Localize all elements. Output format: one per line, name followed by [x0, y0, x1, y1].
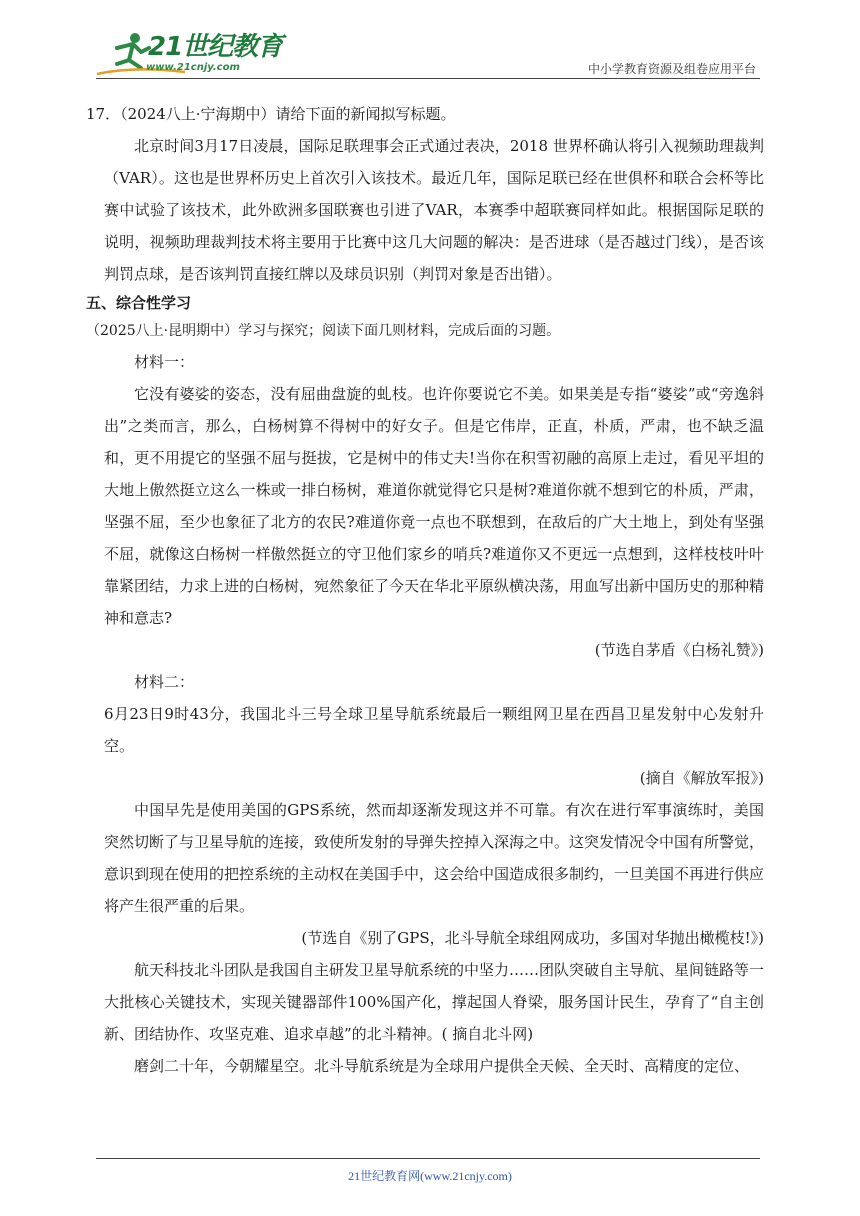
section-title: 五、综合性学习: [86, 294, 192, 312]
material-2-paragraph-2: 中国早先是使用美国的GPS系统，然而却逐渐发现这并不可靠。有次在进行军事演练时，美国突然切断了与卫星导航的连接，致使所发射的导弹失控掉入深海之中。这突发情况令中国有所警觉，意识到现在使用的把控系统的主动权在美国手中，这会给中国造成很多制约，一旦美国不再进行供应将产生很严重的后果。: [104, 801, 765, 915]
footer-divider: [96, 1158, 760, 1159]
material-2-paragraph-3: 航天科技北斗团队是我国自主研发卫星导航系统的中坚力……团队突破自主导航、星间链路等一大批核心关键技术，实现关键器部件100%国产化，撑起国人脊梁，服务国计民生，孕育了“自主创新、团结协作、攻坚克难、追求卓越”的北斗精神。( 摘自北斗网): [104, 961, 765, 1043]
section-intro: （2025八上·昆明期中）学习与探究；阅读下面几则材料，完成后面的习题。: [86, 323, 561, 339]
document-body: [86, 98, 765, 1082]
question-17-news: 北京时间3月17日凌晨，国际足联理事会正式通过表决，2018 世界杯确认将引入视频助理裁判（VAR）。这也是世界杯历史上首次引入该技术。最近几年，国际足联已经在世俱杯和联合会杯等比赛中试验了该技术，此外欧洲多国联赛也引进了VAR，本赛季中超联赛同样如此。根据国际足联的说明，视频助理裁判技术将主要用于比赛中这几大问题的解决：是否进球（是否越过门线），是否该判罚点球，是否该判罚直接红牌以及球员识别（判罚对象是否出错）。: [104, 137, 764, 283]
platform-name: 中小学教育资源及组卷应用平台: [587, 62, 756, 76]
material-2-label: 材料二：: [134, 673, 195, 691]
question-17-prompt: 17．（2024八上·宁海期中）请给下面的新闻拟写标题。: [86, 105, 456, 123]
material-2-source-1: (摘自《解放军报》): [639, 769, 764, 787]
material-1-source: (节选自茅盾《白杨礼赞》): [594, 641, 764, 659]
material-2-paragraph-4: 磨剑二十年，今朝耀星空。北斗导航系统是为全球用户提供全天候、全天时、高精度的定位、: [134, 1057, 750, 1075]
material-1-text: 它没有婆娑的姿态，没有屈曲盘旋的虬枝。也许你要说它不美。如果美是专指“婆娑”或“旁逸斜出”之类而言，那么，白杨树算不得树中的好女子。但是它伟岸，正直，朴质，严肃，也不缺乏温和，更不用提它的坚强不屈与挺拔，它是树中的伟丈夫!当你在积雪初融的高原上走过，看见平坦的大地上傲然挺立这么一株或一排白杨树，难道你就觉得它只是树?难道你就不想到它的朴质，严肃， 坚强不屈，至少也象征了北方的农民?难道你竟一点也不联想到，在敌后的广大土地上，到处有坚强不屈，就像这白杨树一样傲然挺立的守卫他们家乡的哨兵?难道你又不更远一点想到，这样枝枝叶叶靠紧团结，力求上进的白杨树，宛然象征了今天在华北平原纵横决荡，用血写出新中国历史的那种精神和意志?: [104, 385, 765, 627]
footer-text: 21世纪教育网(www.21cnjy.com): [348, 1169, 512, 1183]
header-divider: [96, 78, 760, 79]
material-2-source-2: (节选自《别了GPS，北斗导航全球组网成功，多国对华抛出橄榄枝!》): [301, 929, 764, 947]
material-1-label: 材料一：: [134, 353, 195, 371]
logo-url: www.21cnjy.com: [146, 62, 240, 73]
logo-text: 21世纪教育: [148, 32, 283, 62]
page-header: [0, 0, 860, 84]
material-2-paragraph-1: 6月23日9时43分，我国北斗三号全球卫星导航系统最后一颗组网卫星在西昌卫星发射中心发射升空。: [104, 705, 764, 755]
